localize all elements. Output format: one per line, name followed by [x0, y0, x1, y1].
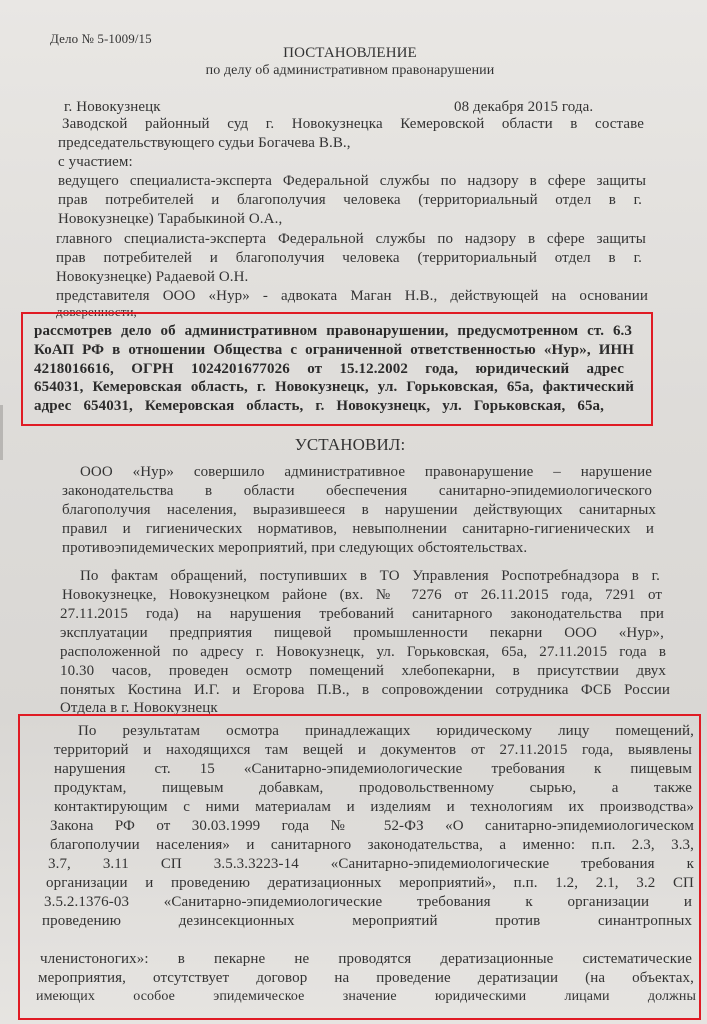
document-subtitle: по делу об административном правонарушении: [205, 63, 495, 78]
highlight-line: 3.5.2.1376-03 «Санитарно-эпидемиологические требования к организации и: [44, 894, 692, 910]
paragraph-line: Отдела в г. Новокузнецк: [60, 700, 218, 716]
highlight-line: 3.7, 3.11 СП 3.5.3.3223-14 «Санитарно-эпидемиологические требования к: [48, 856, 694, 872]
section-title: УСТАНОВИЛ:: [294, 435, 406, 454]
highlight-line: По результатам осмотра принадлежащих юридическому лицу помещений,: [78, 723, 694, 739]
paragraph-line: эксплуатации предприятия пищевой промышленности пекарни ООО «Нур»,: [60, 625, 664, 641]
intro-line: Заводской районный суд г. Новокузнецка Кемеровской области в составе: [62, 116, 644, 132]
intro-line: Новокузнецке) Радаевой О.Н.: [56, 269, 249, 285]
highlight-line: адрес 654031, Кемеровская область, г. Новокузнецк, ул. Горьковская, 65а,: [34, 398, 604, 414]
city: г. Новокузнецк: [64, 99, 161, 115]
highlight-line: КоАП РФ в отношении Общества с ограниченной ответственностью «Нур», ИНН: [34, 342, 634, 358]
intro-line: с участием:: [58, 154, 133, 170]
intro-line: главного специалиста-эксперта Федеральной службы по надзору в сфере защиты: [56, 231, 646, 247]
highlight-line: благополучии населения» и санитарного законодательства, а именно: п.п. 2.3, 3.3,: [50, 837, 694, 853]
date: 08 декабря 2015 года.: [454, 99, 594, 115]
highlight-line: членистоногих»: в пекарне не проводятся дератизационные систематические: [40, 951, 692, 967]
intro-line: представителя ООО «Нур» - адвоката Маган Н.В., действующей на основании: [56, 288, 648, 304]
intro-line: председательствующего судьи Богачева В.В.,: [58, 135, 351, 151]
highlight-line: нарушения ст. 15 «Санитарно-эпидемиологические требования к пищевым: [54, 761, 692, 777]
paragraph-line: законодательства в области обеспечения санитарно-эпидемиологического: [62, 483, 652, 499]
highlight-line: рассмотрев дело об административном правонарушении, предусмотренном ст. 6.3: [34, 323, 632, 339]
highlight-line: 654031, Кемеровская область, г. Новокузнецк, ул. Горьковская, 65а, фактический: [34, 379, 634, 395]
intro-line: Новокузнецке) Тарабыкиной О.А.,: [58, 211, 283, 227]
paragraph-line: ООО «Нур» совершило административное правонарушение – нарушение: [80, 464, 652, 480]
highlight-line: проведению дезинсекционных мероприятий против синантропных: [42, 913, 692, 929]
highlight-line: контактирующим с ними материалам и изделиям и технологиям их производства»: [54, 799, 694, 815]
highlight-line: Закона РФ от 30.03.1999 года № 52-ФЗ «О санитарно-эпидемиологическом: [50, 818, 694, 834]
highlight-line: 4218016616, ОГРН 1024201677026 от 15.12.2002 года, юридический адрес: [34, 361, 624, 377]
highlight-line: продуктам, пищевым добавкам, продовольственному сырью, а также: [54, 780, 692, 796]
margin-mark: [0, 405, 3, 460]
paragraph-line: Новокузнецке, Новокузнецком районе (вх. № 7276 от 26.11.2015 года, 7291 от: [62, 587, 662, 603]
paragraph-line: правил и гигиенических нормативов, невыполнении санитарно-гигиенических и: [62, 521, 654, 537]
paragraph-line: противоэпидемических мероприятий, при следующих обстоятельствах.: [62, 540, 528, 556]
paragraph-line: 27.11.2015 года) на нарушения требований санитарного законодательства при: [60, 606, 664, 622]
case-number: Дело № 5-1009/15: [50, 31, 152, 46]
intro-line: прав потребителей и благополучия человека (территориальный отдел в г.: [56, 250, 642, 266]
intro-line: доверенности,: [56, 304, 137, 319]
paragraph-line: понятых Костина И.Г. и Егорова П.В., в сопровождении сотрудника ФСБ России: [60, 682, 670, 698]
highlight-line: территорий и находящихся там вещей и документов от 27.11.2015 года, выявлены: [54, 742, 692, 758]
paragraph-line: благополучия населения, выразившееся в нарушении действующих санитарных: [62, 502, 656, 518]
paragraph-line: По фактам обращений, поступивших в ТО Управления Роспотребнадзора в г.: [80, 568, 660, 584]
intro-line: ведущего специалиста-эксперта Федеральной службы по надзору в сфере защиты: [58, 173, 646, 189]
highlight-line: организации и проведению дератизационных мероприятий», п.п. 1.2, 2.1, 3.2 СП: [46, 875, 694, 891]
document-title: ПОСТАНОВЛЕНИЕ: [283, 45, 417, 61]
paragraph-line: 10.30 часов, проведен осмотр помещений хлебопекарни, в присутствии двух: [60, 663, 666, 679]
paragraph-line: расположенной по адресу г. Новокузнецк, ул. Горьковская, 65а, 27.11.2015 года в: [60, 644, 666, 660]
intro-line: прав потребителей и благополучия человека (территориальный отдел в г.: [58, 192, 642, 208]
highlight-line: мероприятия, отсутствует договор на проведение дератизации (на объектах,: [38, 970, 694, 986]
highlight-line: имеющих особое эпидемическое значение юридическими лицами должны: [36, 989, 696, 1004]
